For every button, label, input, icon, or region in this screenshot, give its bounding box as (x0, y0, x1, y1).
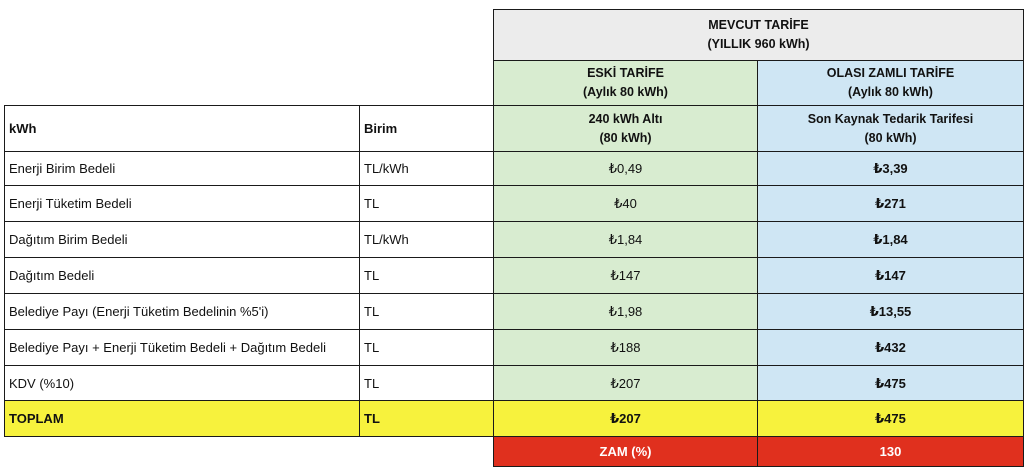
new-tariff-value: ₺432 (758, 330, 1024, 366)
unit-column-header: Birim (360, 106, 494, 152)
new-tariff-value: ₺475 (758, 366, 1024, 401)
new-tariff-subtitle: (Aylık 80 kWh) (848, 85, 933, 99)
row-label: Belediye Payı + Enerji Tüketim Bedeli + Dağıtım Bedeli (5, 330, 360, 366)
total-new-value: ₺475 (758, 401, 1024, 437)
current-tariff-subtitle: (YILLIK 960 kWh) (707, 37, 810, 51)
row-label: Enerji Tüketim Bedeli (5, 186, 360, 222)
total-unit: TL (360, 401, 494, 437)
new-tariff-header (758, 61, 1024, 106)
increase-row (5, 437, 1024, 467)
table-row (5, 294, 1024, 330)
row-label: Dağıtım Birim Bedeli (5, 222, 360, 258)
new-tariff-value: ₺147 (758, 258, 1024, 294)
increase-label: ZAM (%) (494, 437, 758, 467)
old-tariff-value: ₺1,84 (494, 222, 758, 258)
table-row (5, 366, 1024, 401)
old-sub-title: 240 kWh Altı (588, 111, 663, 126)
table-row (5, 152, 1024, 186)
old-tariff-title: ESKİ TARİFE (587, 66, 664, 80)
old-tariff-header (494, 61, 758, 106)
column-header-row (5, 106, 1024, 152)
row-unit: TL (360, 186, 494, 222)
old-tariff-value: ₺1,98 (494, 294, 758, 330)
row-label: Belediye Payı (Enerji Tüketim Bedelinin %5'i) (5, 294, 360, 330)
row-unit: TL (360, 330, 494, 366)
old-tariff-value: ₺188 (494, 330, 758, 366)
total-label: TOPLAM (5, 401, 360, 437)
new-tariff-title: OLASI ZAMLI TARİFE (826, 66, 955, 80)
new-tariff-value: ₺3,39 (758, 152, 1024, 186)
current-tariff-title: MEVCUT TARİFE (708, 18, 809, 32)
table-row (5, 330, 1024, 366)
row-unit: TL (360, 366, 494, 401)
new-sub-subtitle: (80 kWh) (864, 130, 917, 145)
old-tariff-value: ₺40 (494, 186, 758, 222)
row-label: KDV (%10) (5, 366, 360, 401)
tariff-comparison-table (4, 9, 1024, 467)
row-unit: TL/kWh (360, 222, 494, 258)
old-tariff-subtitle: (Aylık 80 kWh) (583, 85, 668, 99)
kwh-column-header: kWh (5, 106, 360, 152)
total-old-value: ₺207 (494, 401, 758, 437)
old-sub-subtitle: (80 kWh) (599, 130, 652, 145)
old-tariff-value: ₺147 (494, 258, 758, 294)
old-tariff-value: ₺207 (494, 366, 758, 401)
table-row (5, 186, 1024, 222)
new-sub-title: Son Kaynak Tedarik Tarifesi (807, 111, 974, 126)
total-row (5, 401, 1024, 437)
table-row (5, 258, 1024, 294)
current-tariff-header (494, 10, 1024, 61)
table-row (5, 222, 1024, 258)
header-row-current-tariff (5, 10, 1024, 61)
row-label: Dağıtım Bedeli (5, 258, 360, 294)
old-tariff-subheader (494, 106, 758, 152)
new-tariff-value: ₺271 (758, 186, 1024, 222)
row-unit: TL (360, 258, 494, 294)
new-tariff-subheader (758, 106, 1024, 152)
new-tariff-value: ₺13,55 (758, 294, 1024, 330)
row-unit: TL (360, 294, 494, 330)
new-tariff-value: ₺1,84 (758, 222, 1024, 258)
old-tariff-value: ₺0,49 (494, 152, 758, 186)
row-unit: TL/kWh (360, 152, 494, 186)
header-row-tariffs (5, 61, 1024, 106)
row-label: Enerji Birim Bedeli (5, 152, 360, 186)
increase-value: 130 (758, 437, 1024, 467)
